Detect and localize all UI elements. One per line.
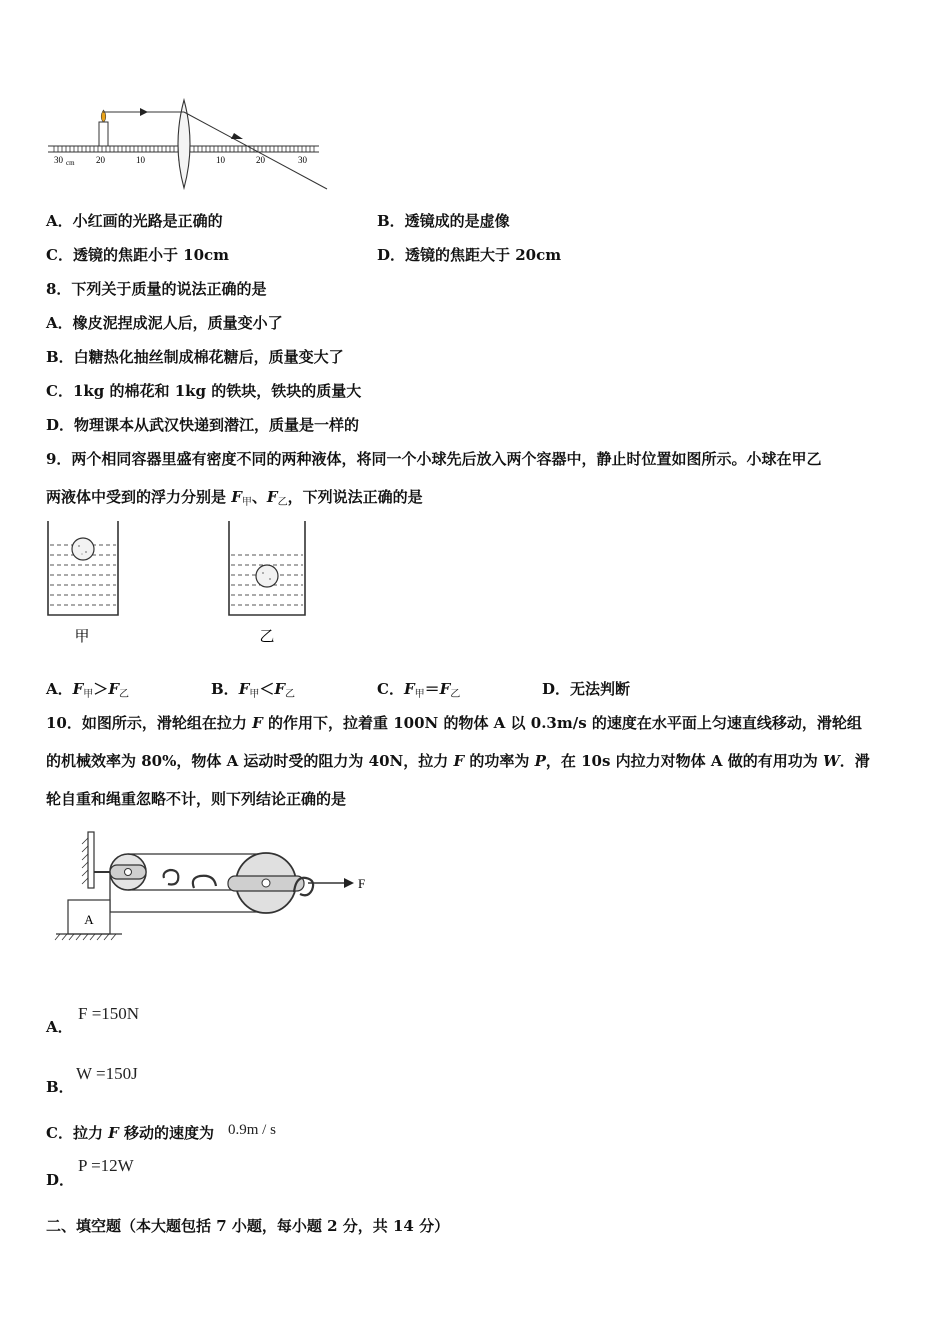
q10-option-a-letter: A． bbox=[46, 1018, 73, 1036]
candle bbox=[99, 122, 108, 146]
q7-option-a: A．小红画的光路是正确的 bbox=[46, 212, 223, 230]
q10-option-b-formula: W =150J bbox=[76, 1064, 138, 1083]
q8-option-c: C．1kg 的棉花和 1kg 的铁块，铁块的质量大 bbox=[46, 382, 362, 400]
q8-option-a: A．橡皮泥捏成泥人后，质量变小了 bbox=[46, 314, 283, 332]
ruler-label-20-right: 20 bbox=[256, 155, 265, 165]
ball-yi bbox=[256, 565, 278, 587]
q7-option-b: B．透镜成的是虚像 bbox=[377, 212, 510, 230]
q10-stem-line1: 10．如图所示，滑轮组在拉力 F 的作用下，拉着重 100N 的物体 A 以 0.3m/s 的速度在水平面上匀速直线移动，滑轮组 bbox=[46, 714, 862, 732]
ball-jia bbox=[72, 538, 94, 560]
q9-option-c: C．$F_甲=F_乙$ bbox=[377, 680, 461, 700]
wall bbox=[88, 832, 94, 888]
q9-option-b: B．$F_甲<F_乙$ bbox=[211, 680, 296, 700]
convex-lens bbox=[178, 100, 190, 188]
q8-option-d: D．物理课本从武汉快递到潜江，质量是一样的 bbox=[46, 416, 360, 434]
q7-option-c: C．透镜的焦距小于 10cm bbox=[46, 246, 230, 264]
q10-option-c: C．拉力 F 移动的速度为 bbox=[46, 1124, 215, 1142]
q9-stem-line1: 9．两个相同容器里盛有密度不同的两种液体，将同一个小球先后放入两个容器中，静止时位置如图所示。小球在甲乙 bbox=[46, 450, 822, 468]
q10-stem-line3: 轮自重和绳重忽略不计，则下列结论正确的是 bbox=[46, 790, 347, 808]
q10-stem-line2: 的机械效率为 80%，物体 A 运动时受的阻力为 40N，拉力 F 的功率为 P，在 10s 内拉力对物体 A 做的有用功为 W．滑 bbox=[46, 752, 870, 770]
q7-option-d: D．透镜的焦距大于 20cm bbox=[377, 246, 562, 264]
label-yi: 乙 bbox=[259, 629, 275, 645]
q9-option-d: D．无法判断 bbox=[542, 680, 631, 698]
ruler-label-10-right: 10 bbox=[216, 155, 225, 165]
q10-option-d-letter: D． bbox=[46, 1171, 75, 1189]
q10-option-a-formula: F =150N bbox=[78, 1004, 140, 1023]
q8-stem: 8．下列关于质量的说法正确的是 bbox=[46, 280, 267, 298]
q10-option-b-letter: B． bbox=[46, 1078, 74, 1096]
ruler-label-30-left: 30 bbox=[54, 155, 63, 165]
q9-stem-line2: 两液体中受到的浮力分别是 $F_甲$、$F_乙$，下列说法正确的是 bbox=[46, 488, 423, 508]
section-2-title: 二、填空题（本大题包括 7 小题，每小题 2 分，共 14 分） bbox=[46, 1217, 450, 1235]
ruler-label-30-right: 30 bbox=[298, 155, 307, 165]
container-jia bbox=[44, 519, 124, 647]
label-F: F bbox=[358, 876, 366, 891]
pulley-system-diagram bbox=[44, 826, 374, 948]
ruler-label-20-left: 20 bbox=[96, 155, 105, 165]
container-yi bbox=[225, 519, 315, 647]
ruler-label-10-left: 10 bbox=[136, 155, 145, 165]
q8-option-b: B．白糖热化抽丝制成棉花糖后，质量变大了 bbox=[46, 348, 344, 366]
label-A: A bbox=[84, 912, 94, 927]
q10-option-c-formula: 0.9m / s bbox=[228, 1122, 276, 1138]
lens-ray-diagram bbox=[44, 96, 334, 192]
refracted-ray bbox=[184, 112, 327, 189]
q9-option-a: A．$F_甲>F_乙$ bbox=[46, 680, 129, 700]
ruler-label-unit: cm bbox=[66, 159, 75, 167]
label-jia: 甲 bbox=[74, 629, 90, 645]
q10-option-d-formula: P =12W bbox=[78, 1156, 134, 1175]
